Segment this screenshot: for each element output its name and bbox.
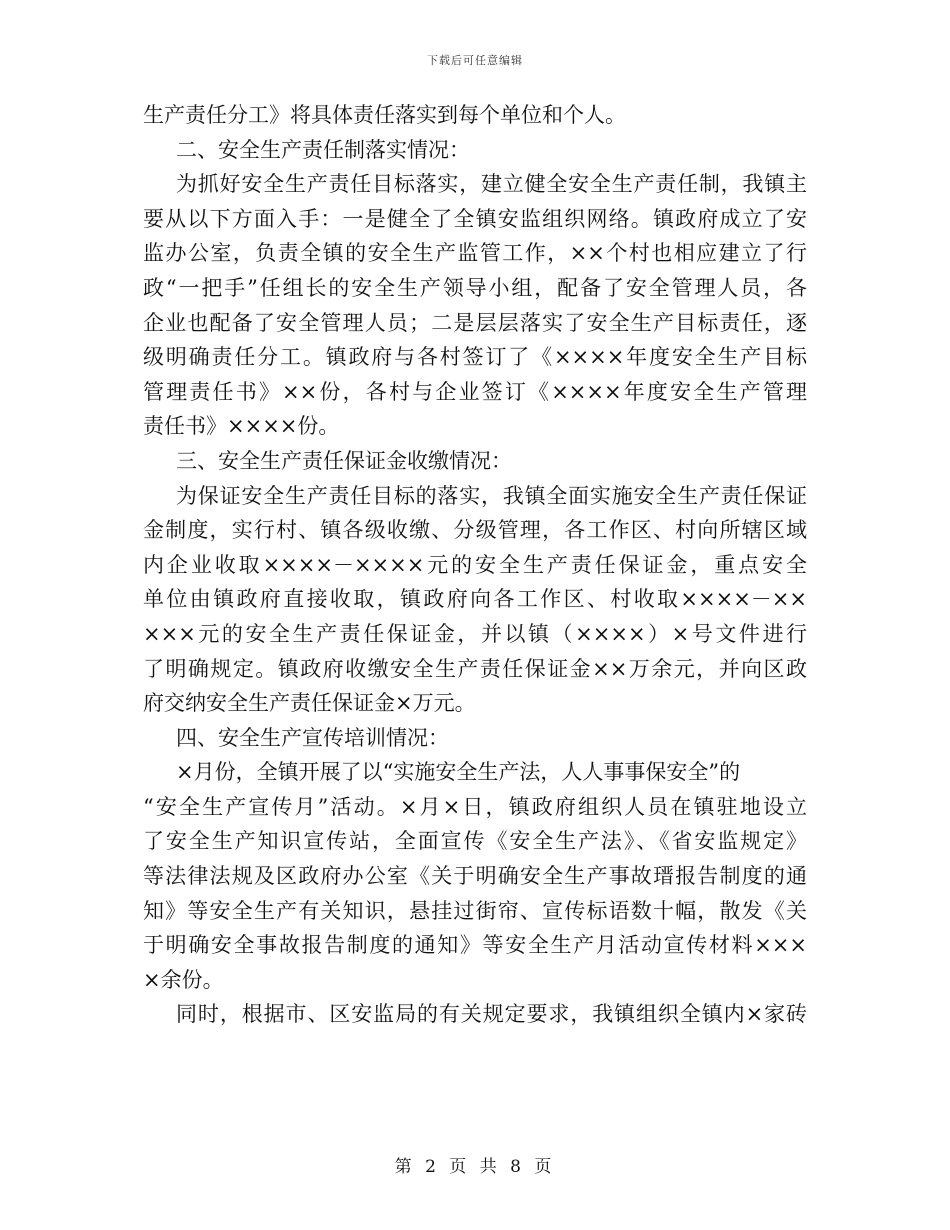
text-line: 企业也配备了安全管理人员；二是层层落实了安全生产目标责任，逐 [143, 310, 807, 335]
text-line: 为抓好安全生产责任目标落实，建立健全安全生产责任制，我镇主 [176, 172, 807, 197]
text-line: 为保证安全生产责任目标的落实，我镇全面实施安全生产责任保证 [176, 483, 807, 508]
document-body [143, 98, 807, 1032]
text-line: 级明确责任分工。镇政府与各村签订了《××××年度安全生产目标 [143, 345, 807, 370]
text-line: 了明确规定。镇政府收缴安全生产责任保证金××万余元，并向区政 [143, 656, 807, 681]
page-number: 第 2 页 共 8 页 [394, 1157, 556, 1177]
text-line: ×月份，全镇开展了以“实施安全生产法，人人事事保安全”的 [176, 760, 741, 785]
text-line: 单位由镇政府直接收取，镇政府向各工作区、村收取××××－×× [143, 587, 807, 612]
text-line: 要从以下方面入手：一是健全了全镇安监组织网络。镇政府成立了安 [143, 206, 807, 231]
text-line: 政“一把手”任组长的安全生产领导小组，配备了安全管理人员，各 [143, 275, 807, 300]
text-line: 责任书》××××份。 [143, 414, 340, 439]
page-header-note: 下载后可任意编辑 [427, 54, 523, 67]
text-line: 于明确安全事故报告制度的通知》等安全生产月活动宣传材料××× [143, 933, 807, 958]
text-line: 知》等安全生产有关知识，悬挂过街帘、宣传标语数十幅，散发《关 [143, 898, 807, 923]
text-line: 三、安全生产责任保证金收缴情况： [176, 448, 512, 473]
text-line: 同时，根据市、区安监局的有关规定要求，我镇组织全镇内×家砖 [176, 1002, 807, 1027]
text-line: 金制度，实行村、镇各级收缴、分级管理，各工作区、村向所辖区域 [143, 518, 807, 543]
text-line: 四、安全生产宣传培训情况： [176, 725, 449, 750]
text-line: 监办公室，负责全镇的安全生产监管工作，××个村也相应建立了行 [143, 241, 807, 266]
text-line: 了安全生产知识宣传站，全面宣传《安全生产法》、《省安监规定》 [143, 829, 807, 854]
text-line: 管理责任书》××份，各村与企业签订《××××年度安全生产管理 [143, 379, 807, 404]
text-line: 内企业收取××××－××××元的安全生产责任保证金，重点安全 [143, 552, 807, 577]
text-line: ×余份。 [143, 967, 224, 992]
text-line: ×××元的安全生产责任保证金，并以镇（××××）×号文件进行 [143, 621, 807, 646]
text-line: “安全生产宣传月”活动。×月×日，镇政府组织人员在镇驻地设立 [143, 794, 807, 819]
text-line: 生产责任分工》将具体责任落实到每个单位和个人。 [143, 103, 626, 127]
text-line: 府交纳安全生产责任保证金×万元。 [143, 691, 476, 716]
text-line: 等法律法规及区政府办公室《关于明确安全生产事故瑨报告制度的通 [143, 864, 807, 889]
text-line: 二、安全生产责任制落实情况： [176, 137, 470, 162]
